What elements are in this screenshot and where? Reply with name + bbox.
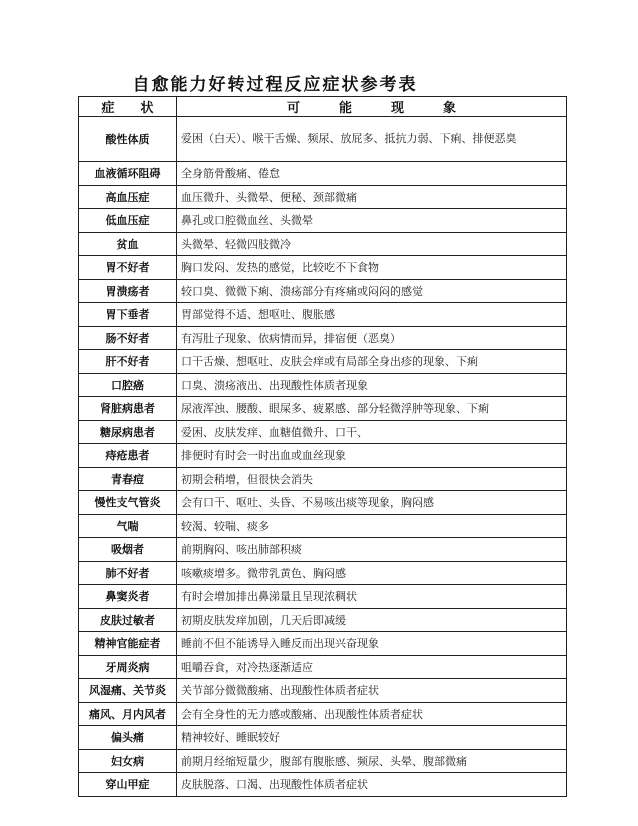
- effect-cell: 初期皮肤发痒加剧，几天后即减缓: [177, 608, 567, 632]
- table-row: [79, 256, 567, 280]
- table-row: [79, 185, 567, 209]
- effect-cell: 有泻肚子现象、依病情而异，排宿便（恶臭）: [177, 326, 567, 350]
- table-row: [79, 702, 567, 726]
- effect-cell: 爱困、皮肤发痒、血糖值微升、口干、: [177, 420, 567, 444]
- symptom-cell: 贫血: [79, 232, 177, 256]
- table-row: [79, 679, 567, 703]
- table-row: [79, 232, 567, 256]
- column-header-effect: 可 能 现 象: [177, 97, 567, 117]
- symptom-cell: 慢性支气管炎: [79, 491, 177, 515]
- symptom-cell: 口腔癌: [79, 373, 177, 397]
- symptom-cell: 偏头痛: [79, 726, 177, 750]
- symptom-cell: 高血压症: [79, 185, 177, 209]
- symptom-cell: 胃溃疡者: [79, 279, 177, 303]
- table-row: [79, 749, 567, 773]
- table-row: [79, 162, 567, 186]
- effect-cell: 排便时有时会一时出血或血丝现象: [177, 444, 567, 468]
- table-row: [79, 514, 567, 538]
- effect-cell: 口臭、溃疡液出、出现酸性体质者现象: [177, 373, 567, 397]
- symptom-cell: 皮肤过敏者: [79, 608, 177, 632]
- table-row: [79, 632, 567, 656]
- effect-cell: 初期会稍增，但很快会消失: [177, 467, 567, 491]
- symptom-cell: 青春痘: [79, 467, 177, 491]
- table-row: [79, 773, 567, 797]
- symptom-cell: 痔疮患者: [79, 444, 177, 468]
- table-row: [79, 397, 567, 421]
- table-row: [79, 209, 567, 233]
- effect-cell: 较渴、较喘、痰多: [177, 514, 567, 538]
- effect-cell: 胃部觉得不适、想呕吐、腹胀感: [177, 303, 567, 327]
- symptom-cell: 气喘: [79, 514, 177, 538]
- symptom-cell: 糖尿病患者: [79, 420, 177, 444]
- symptom-cell: 痛风、月内风者: [79, 702, 177, 726]
- effect-cell: 口干舌燥、想呕吐、皮肤会痒或有局部全身出疹的现象、下痢: [177, 350, 567, 374]
- table-row: [79, 303, 567, 327]
- effect-cell: 较口臭、微微下痢、溃疡部分有疼痛或闷闷的感觉: [177, 279, 567, 303]
- symptom-cell: 肺不好者: [79, 561, 177, 585]
- symptom-cell: 吸烟者: [79, 538, 177, 562]
- symptom-cell: 肠不好者: [79, 326, 177, 350]
- effect-cell: 会有口干、呕吐、头昏、不易咳出痰等现象，胸闷感: [177, 491, 567, 515]
- symptom-cell: 牙周炎病: [79, 655, 177, 679]
- table-row: [79, 444, 567, 468]
- table-row: [79, 538, 567, 562]
- effect-cell: 会有全身性的无力感或酸痛、出现酸性体质者症状: [177, 702, 567, 726]
- effect-cell: 胸口发闷、发热的感觉，比较吃不下食物: [177, 256, 567, 280]
- symptom-cell: 穿山甲症: [79, 773, 177, 797]
- effect-cell: 皮肤脱落、口渴、出现酸性体质者症状: [177, 773, 567, 797]
- symptom-cell: 血液循环阻碍: [79, 162, 177, 186]
- symptom-cell: 酸性体质: [79, 117, 177, 162]
- effect-cell: 有时会增加排出鼻涕量且呈现浓稠状: [177, 585, 567, 609]
- symptom-reference-table: [78, 96, 567, 797]
- effect-cell: 全身筋骨酸痛、倦怠: [177, 162, 567, 186]
- effect-cell: 前期月经缩短量少，腹部有腹胀感、频尿、头晕、腹部微痛: [177, 749, 567, 773]
- symptom-cell: 肾脏病患者: [79, 397, 177, 421]
- table-row: [79, 491, 567, 515]
- symptom-cell: 风湿痛、关节炎: [79, 679, 177, 703]
- symptom-cell: 精神官能症者: [79, 632, 177, 656]
- effect-cell: 关节部分微微酸痛、出现酸性体质者症状: [177, 679, 567, 703]
- table-header-row: [79, 97, 567, 117]
- symptom-cell: 肝不好者: [79, 350, 177, 374]
- table-row: [79, 350, 567, 374]
- table-row: [79, 467, 567, 491]
- table-row: [79, 279, 567, 303]
- table-row: [79, 561, 567, 585]
- column-header-symptom: 症 状: [79, 97, 177, 117]
- table-row: [79, 585, 567, 609]
- effect-cell: 鼻孔或口腔微血丝、头微晕: [177, 209, 567, 233]
- effect-cell: 咳嗽痰增多。微带乳黄色、胸闷感: [177, 561, 567, 585]
- effect-cell: 睡前不但不能诱导入睡反而出现兴奋现象: [177, 632, 567, 656]
- symptom-cell: 胃下垂者: [79, 303, 177, 327]
- effect-cell: 头微晕、轻微四肢微冷: [177, 232, 567, 256]
- table-row: [79, 420, 567, 444]
- effect-cell: 血压微升、头微晕、便秘、颈部微痛: [177, 185, 567, 209]
- symptom-cell: 妇女病: [79, 749, 177, 773]
- table-row: [79, 373, 567, 397]
- effect-cell: 爱困（白天）、喉干舌燥、频尿、放屁多、抵抗力弱、下痢、排便恶臭: [177, 117, 567, 162]
- symptom-cell: 鼻窦炎者: [79, 585, 177, 609]
- effect-cell: 咀嚼吞食，对冷热逐渐适应: [177, 655, 567, 679]
- table-row: [79, 117, 567, 162]
- symptom-cell: 低血压症: [79, 209, 177, 233]
- effect-cell: 精神较好、睡眠较好: [177, 726, 567, 750]
- table-row: [79, 726, 567, 750]
- page-title: 自愈能力好转过程反应症状参考表: [132, 75, 418, 95]
- effect-cell: 尿液浑浊、腰酸、眼屎多、疲累感、部分轻微浮肿等现象、下痢: [177, 397, 567, 421]
- table-row: [79, 655, 567, 679]
- table-row: [79, 608, 567, 632]
- effect-cell: 前期胸闷、咳出肺部积痰: [177, 538, 567, 562]
- table-row: [79, 326, 567, 350]
- symptom-cell: 胃不好者: [79, 256, 177, 280]
